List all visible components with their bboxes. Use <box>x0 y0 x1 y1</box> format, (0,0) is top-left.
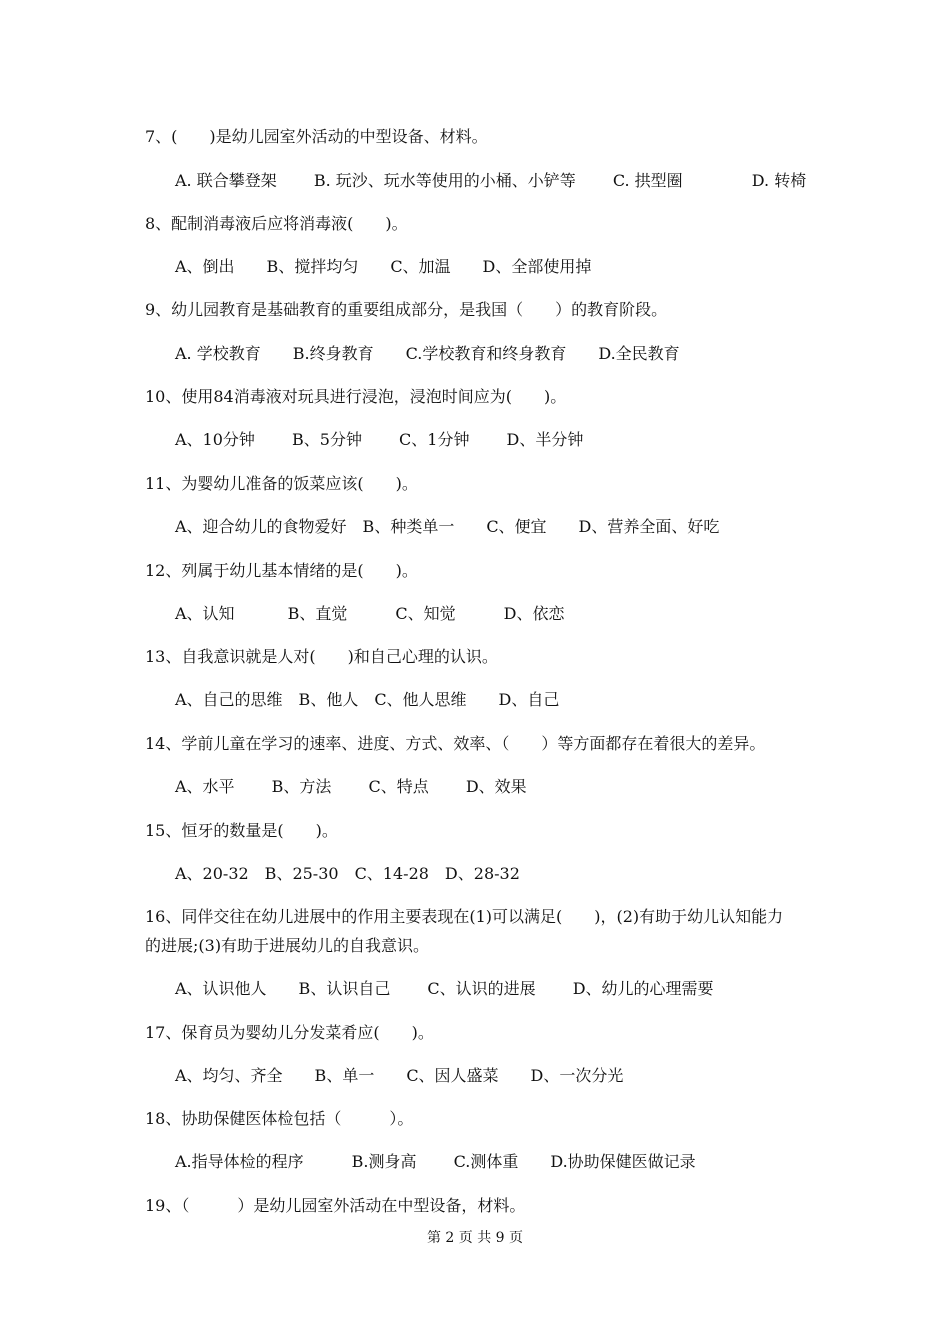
question-9-stem: 9、幼儿园教育是基础教育的重要组成部分，是我国（ ）的教育阶段。 <box>145 300 668 319</box>
question-13-options: A、自己的思维 B、他人 C、他人思维 D、自己 <box>175 690 560 709</box>
question-16-options: A、认识他人 B、认识自己 C、认识的进展 D、幼儿的心理需要 <box>175 979 714 998</box>
question-18-stem: 18、协助保健医体检包括（ ）。 <box>145 1109 414 1128</box>
question-16-stem: 16、同伴交往在幼儿进展中的作用主要表现在(1)可以满足( )，(2)有助于幼儿认知能力 <box>145 907 784 926</box>
question-12-options: A、认知 B、直觉 C、知觉 D、依恋 <box>175 604 565 623</box>
question-10-options: A、10分钟 B、5分钟 C、1分钟 D、半分钟 <box>175 430 584 449</box>
question-14-stem: 14、学前儿童在学习的速率、进度、方式、效率、（ ）等方面都存在着很大的差异。 <box>145 734 766 753</box>
question-16-stem-continued: 的进展;(3)有助于进展幼儿的自我意识。 <box>145 936 430 955</box>
page-footer: 第 2 页 共 9 页 <box>426 1230 524 1246</box>
question-14-options: A、水平 B、方法 C、特点 D、效果 <box>175 777 527 796</box>
question-12-stem: 12、列属于幼儿基本情绪的是( )。 <box>145 561 418 580</box>
question-17-stem: 17、保育员为婴幼儿分发菜肴应( )。 <box>145 1023 434 1042</box>
question-9-options: A. 学校教育 B.终身教育 C.学校教育和终身教育 D.全民教育 <box>175 344 680 363</box>
question-17-options: A、均匀、齐全 B、单一 C、因人盛菜 D、一次分光 <box>175 1066 624 1085</box>
question-11-options: A、迎合幼儿的食物爱好 B、种类单一 C、便宜 D、营养全面、好吃 <box>175 517 720 536</box>
question-11-stem: 11、为婴幼儿准备的饭菜应该( )。 <box>145 474 418 493</box>
question-7-options: A. 联合攀登架 B. 玩沙、玩水等使用的小桶、小铲等 C. 拱型圈 D. 转椅 <box>175 171 807 190</box>
question-7-stem: 7、( )是幼儿园室外活动的中型设备、材料。 <box>145 127 488 146</box>
question-18-options: A.指导体检的程序 B.测身高 C.测体重 D.协助保健医做记录 <box>175 1152 696 1171</box>
question-15-options: A、20-32 B、25-30 C、14-28 D、28-32 <box>175 864 520 883</box>
question-8-stem: 8、配制消毒液后应将消毒液( )。 <box>145 214 408 233</box>
question-13-stem: 13、自我意识就是人对( )和自己心理的认识。 <box>145 647 498 666</box>
question-19-stem: 19、（ ）是幼儿园室外活动在中型设备，材料。 <box>145 1196 526 1215</box>
question-15-stem: 15、恒牙的数量是( )。 <box>145 821 338 840</box>
question-8-options: A、倒出 B、搅拌均匀 C、加温 D、全部使用掉 <box>175 257 592 276</box>
question-10-stem: 10、使用84消毒液对玩具进行浸泡，浸泡时间应为( )。 <box>145 387 567 406</box>
